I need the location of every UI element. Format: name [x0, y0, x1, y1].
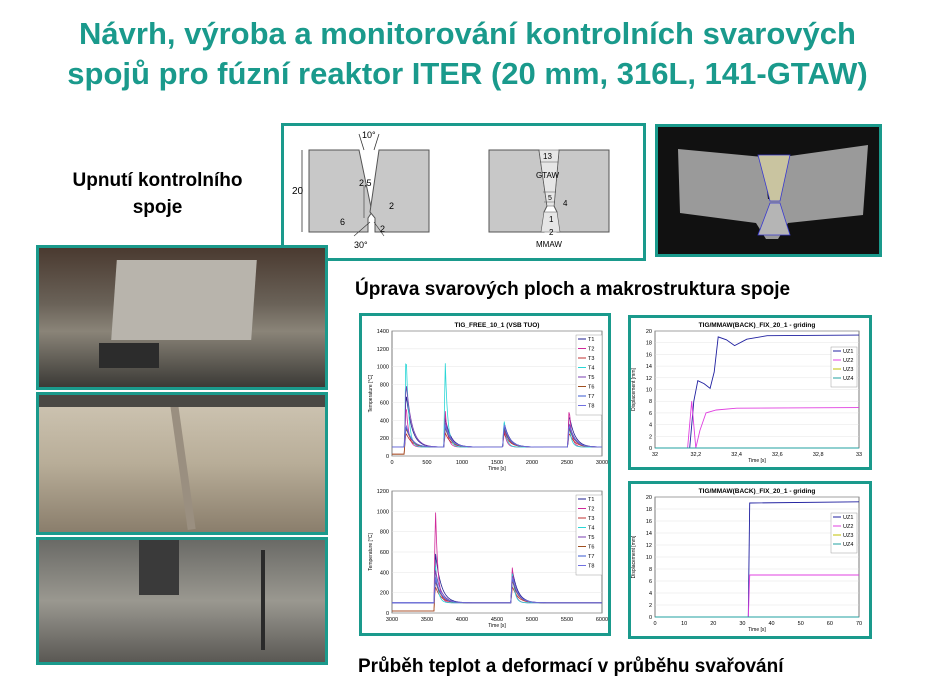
x-tick-label: 2500	[560, 460, 574, 466]
y-tick-label: 600	[379, 400, 389, 407]
dim-angle-bottom: 30°	[354, 240, 368, 250]
y-tick-label: 400	[379, 418, 389, 425]
photo-clamping-fixture	[36, 245, 328, 390]
weld-label-gtaw: GTAW	[536, 171, 560, 180]
joint-drawing	[284, 126, 643, 258]
title-line-2: spojů pro fúzní reaktor ITER (20 mm, 316L, 141-GTAW)	[67, 56, 868, 91]
chart-title: TIG/MMAW(BACK)_FIX_20_1 - griding	[698, 488, 816, 495]
x-tick-label: 32	[651, 452, 659, 458]
y-tick-label: 8	[648, 399, 652, 406]
x-axis-label: Time [s]	[748, 627, 766, 633]
y-tick-label: 2	[648, 603, 652, 609]
x-tick-label: 5000	[525, 617, 539, 623]
weld-pass-2: 2	[549, 228, 554, 237]
caption-clamping	[40, 167, 275, 221]
x-tick-label: 32,2	[690, 452, 702, 458]
chart-title: TIG_FREE_10_1 (VSB TUO)	[454, 322, 540, 329]
x-axis-label: Time [s]	[488, 466, 506, 472]
chart-title: TIG/MMAW(BACK)_FIX_20_1 - griding	[698, 322, 816, 329]
x-tick-label: 60	[826, 621, 833, 627]
legend-label: T3	[588, 356, 595, 362]
legend-label: T6	[588, 544, 595, 551]
y-tick-label: 14	[645, 531, 652, 537]
x-tick-label: 500	[422, 460, 432, 466]
x-tick-label: 1000	[455, 460, 469, 466]
weld-pass-1: 1	[549, 215, 554, 224]
y-tick-label: 0	[648, 446, 652, 452]
legend-label: T7	[588, 554, 595, 560]
y-tick-label: 800	[379, 382, 389, 389]
legend-label: T2	[588, 506, 595, 513]
caption-preparation: Úprava svarových ploch a makrostruktura spoje	[355, 279, 791, 300]
y-tick-label: 12	[645, 375, 652, 382]
caption-clamping-line-1: Upnutí kontrolního	[72, 170, 243, 191]
x-axis-label: Time [s]	[748, 458, 766, 464]
legend-label: UZ4	[843, 376, 854, 382]
displacement-chart-2-frame	[628, 481, 872, 639]
y-tick-label: 10	[645, 555, 652, 561]
x-tick-label: 3500	[420, 617, 434, 623]
weld-pass-13: 13	[543, 152, 552, 161]
legend-label: T7	[588, 394, 595, 400]
y-tick-label: 16	[645, 352, 652, 359]
y-tick-label: 14	[645, 364, 652, 371]
title-line-1: Návrh, výroba a monitorování kontrolních svarových	[79, 16, 856, 51]
weld-label-mmaw: MMAW	[536, 240, 562, 249]
y-tick-label: 20	[645, 329, 652, 335]
weld-pass-5: 5	[548, 195, 552, 202]
y-tick-label: 1200	[376, 489, 389, 495]
y-axis-label: Displacement [mm]	[631, 535, 637, 579]
y-tick-label: 0	[385, 611, 389, 617]
x-tick-label: 50	[797, 621, 804, 627]
x-tick-label: 6000	[595, 617, 608, 623]
legend-label: UZ2	[843, 524, 854, 530]
y-tick-label: 4	[648, 591, 652, 597]
legend-label: UZ1	[843, 349, 854, 355]
legend-label: T3	[588, 516, 595, 522]
plot-area	[392, 331, 602, 456]
dim-thickness: 20	[292, 186, 304, 197]
x-tick-label: 3000	[385, 617, 399, 623]
y-tick-label: 1400	[376, 329, 389, 335]
legend-label: UZ2	[843, 358, 854, 364]
legend-label: T8	[588, 403, 595, 410]
slide-title	[0, 14, 935, 94]
legend-label: T4	[588, 525, 595, 532]
legend-label: T1	[588, 337, 595, 343]
y-tick-label: 18	[645, 507, 652, 513]
y-tick-label: 600	[379, 550, 389, 556]
y-tick-label: 4	[648, 422, 652, 429]
x-tick-label: 2000	[525, 460, 539, 466]
x-tick-label: 5500	[560, 617, 574, 623]
x-tick-label: 4500	[490, 617, 504, 623]
y-tick-label: 200	[379, 590, 389, 597]
photo-welded-plate	[36, 392, 328, 535]
y-tick-label: 1200	[376, 346, 389, 353]
y-axis-label: Temperature [°C]	[368, 374, 374, 413]
legend-label: UZ1	[843, 515, 854, 521]
weld-pass-4: 4	[563, 199, 568, 208]
legend-label: T5	[588, 535, 595, 541]
dim-gap: 2,5	[359, 178, 372, 188]
x-tick-label: 30	[739, 621, 746, 627]
y-tick-label: 800	[379, 529, 389, 536]
y-tick-label: 0	[648, 615, 652, 621]
y-axis-label: Displacement [mm]	[631, 368, 637, 411]
x-tick-label: 40	[768, 621, 775, 627]
x-tick-label: 0	[653, 621, 657, 627]
caption-clamping-line-2: spoje	[132, 197, 183, 218]
temperature-chart-1	[362, 316, 608, 476]
x-tick-label: 32,6	[772, 452, 783, 458]
y-tick-label: 6	[648, 410, 652, 417]
x-tick-label: 70	[855, 621, 863, 627]
legend-label: T4	[588, 365, 595, 372]
y-tick-label: 8	[648, 567, 652, 573]
y-axis-label: Temperature [°C]	[368, 533, 374, 571]
x-tick-label: 32,4	[731, 452, 742, 458]
displacement-chart-1	[631, 318, 869, 467]
x-tick-label: 0	[390, 460, 394, 466]
legend-label: T5	[588, 375, 595, 381]
macrostructure-image	[655, 124, 882, 257]
legend-label: T2	[588, 346, 595, 353]
y-tick-label: 1000	[376, 364, 389, 371]
temperature-charts-frame	[359, 313, 611, 636]
x-tick-label: 20	[710, 621, 717, 627]
caption-course: Průběh teplot a deformací v průběhu svařování	[358, 656, 784, 677]
y-tick-label: 18	[645, 340, 652, 347]
y-tick-label: 10	[645, 387, 652, 394]
y-tick-label: 2	[648, 434, 652, 441]
x-tick-label: 3000	[595, 460, 608, 466]
y-tick-label: 20	[645, 495, 652, 501]
plate-right	[370, 150, 429, 232]
photo-welding-setup	[36, 537, 328, 665]
x-tick-label: 4000	[455, 617, 469, 623]
y-tick-label: 1000	[376, 509, 389, 516]
welded-plate-left	[489, 150, 547, 232]
x-tick-label: 1500	[490, 460, 504, 466]
welded-plate-right	[554, 150, 609, 232]
y-tick-label: 6	[648, 579, 652, 585]
dim-land: 2	[389, 201, 395, 211]
dim-root-depth: 6	[340, 217, 346, 227]
displacement-chart-2	[631, 484, 869, 636]
temperature-chart-2	[362, 476, 608, 633]
joint-drawing-frame	[281, 123, 646, 261]
x-tick-label: 33	[855, 452, 863, 458]
x-tick-label: 10	[681, 621, 688, 627]
displacement-chart-1-frame	[628, 315, 872, 470]
dim-root-gap: 2	[380, 224, 386, 234]
legend-label: UZ4	[843, 542, 854, 548]
y-tick-label: 200	[379, 436, 389, 443]
dim-angle-top: 10°	[362, 130, 376, 140]
legend-label: UZ3	[843, 533, 854, 539]
legend-label: T6	[588, 384, 595, 391]
y-tick-label: 0	[385, 454, 389, 460]
x-tick-label: 32,8	[812, 452, 824, 458]
y-tick-label: 16	[645, 519, 652, 525]
legend-label: T8	[588, 563, 595, 570]
legend-label: UZ3	[843, 367, 854, 373]
x-axis-label: Time [s]	[488, 623, 506, 629]
y-tick-label: 400	[379, 570, 389, 577]
y-tick-label: 12	[645, 543, 652, 549]
legend-label: T1	[588, 497, 595, 503]
